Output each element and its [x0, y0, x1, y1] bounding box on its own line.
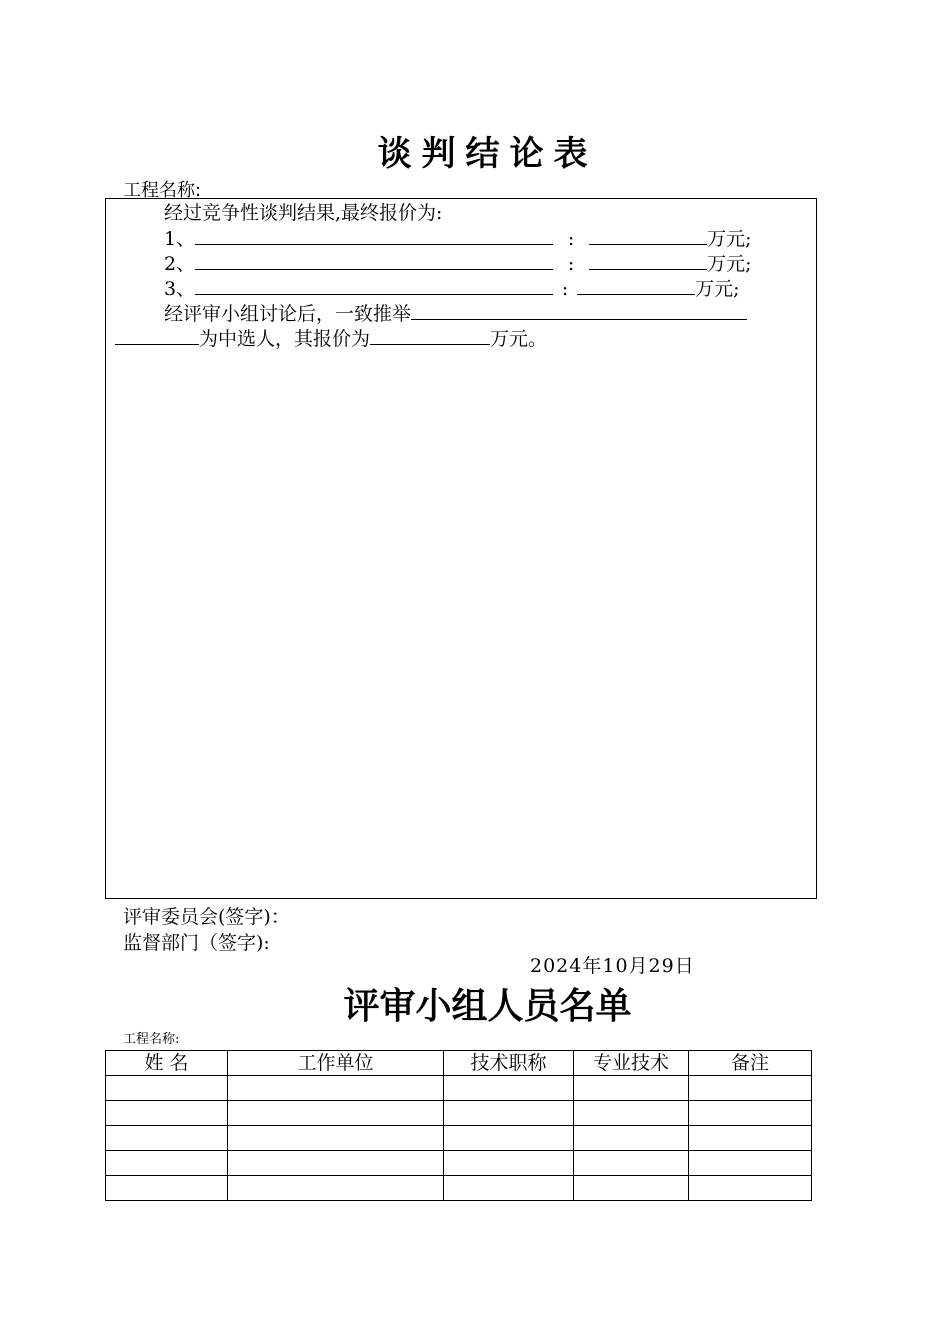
table-cell[interactable] [574, 1101, 689, 1126]
quote-row-index: 1、 [164, 228, 196, 250]
table-cell[interactable] [444, 1101, 574, 1126]
table-cell[interactable] [689, 1101, 812, 1126]
table-cell[interactable] [444, 1076, 574, 1101]
table-cell[interactable] [689, 1176, 812, 1201]
header-title: 技术职称 [444, 1051, 574, 1076]
recommend-text: 经评审小组讨论后，一致推举 [164, 303, 412, 325]
member-list-title: 评审小组人员名单 [343, 985, 632, 1027]
table-row [106, 1151, 812, 1176]
table-cell[interactable] [228, 1126, 444, 1151]
table-cell[interactable] [689, 1076, 812, 1101]
page-title: 谈判结论表 [377, 134, 598, 174]
table-cell[interactable] [106, 1176, 228, 1201]
table-cell[interactable] [574, 1126, 689, 1151]
table-cell[interactable] [106, 1151, 228, 1176]
table-cell[interactable] [574, 1151, 689, 1176]
price-field-1[interactable] [589, 226, 707, 245]
table-cell[interactable] [444, 1126, 574, 1151]
table-cell[interactable] [228, 1101, 444, 1126]
date-text: 2024年10月29日 [530, 955, 695, 977]
table-row [106, 1076, 812, 1101]
bidder-field-1[interactable] [195, 226, 553, 245]
quote-row-unit: 万元; [707, 253, 752, 275]
member-table-header-row [106, 1051, 812, 1076]
table-cell[interactable] [228, 1151, 444, 1176]
bidder-field-3[interactable] [195, 276, 553, 295]
table-cell[interactable] [689, 1151, 812, 1176]
quote-row-index: 2、 [164, 253, 196, 275]
member-table-body [106, 1076, 812, 1201]
quote-row-colon: : [567, 228, 575, 250]
quote-row-colon: : [561, 278, 569, 300]
table-cell[interactable] [106, 1101, 228, 1126]
winner-line [115, 326, 547, 351]
intro-text: 经过竞争性谈判结果,最终报价为: [164, 202, 443, 224]
conclusion-box [105, 198, 817, 899]
table-row [106, 1176, 812, 1201]
project-name-label: 工程名称: [123, 180, 202, 201]
header-remarks: 备注 [689, 1051, 812, 1076]
quote-row-1 [164, 226, 752, 251]
quote-row-unit: 万元; [695, 278, 740, 300]
table-cell[interactable] [106, 1126, 228, 1151]
header-specialty: 专业技术 [574, 1051, 689, 1076]
table-cell[interactable] [574, 1176, 689, 1201]
table-cell[interactable] [689, 1126, 812, 1151]
price-field-3[interactable] [577, 276, 695, 295]
bidder-field-2[interactable] [195, 251, 553, 270]
quote-row-3 [164, 276, 740, 301]
header-work-unit: 工作单位 [228, 1051, 444, 1076]
committee-signature-label: 评审委员会(签字)： [123, 906, 290, 928]
recommended-party-field[interactable] [411, 301, 747, 320]
winner-unit: 万元。 [490, 328, 548, 350]
table-cell[interactable] [444, 1176, 574, 1201]
quote-row-unit: 万元; [707, 228, 752, 250]
quote-row-2 [164, 251, 752, 276]
recommend-line [164, 301, 747, 326]
quote-row-colon: : [567, 253, 575, 275]
member-list-project-label: 工程名称: [123, 1032, 180, 1047]
table-cell[interactable] [228, 1176, 444, 1201]
table-cell[interactable] [574, 1076, 689, 1101]
table-row [106, 1101, 812, 1126]
winner-text: 为中选人，其报价为 [199, 328, 371, 350]
table-cell[interactable] [444, 1151, 574, 1176]
winner-price-field[interactable] [370, 326, 490, 345]
table-cell[interactable] [228, 1076, 444, 1101]
supervision-signature-label: 监督部门（签字): [123, 932, 270, 954]
winner-name-field[interactable] [115, 326, 199, 345]
quote-row-index: 3、 [164, 278, 196, 300]
table-row [106, 1126, 812, 1151]
member-table [105, 1050, 812, 1201]
price-field-2[interactable] [589, 251, 707, 270]
table-cell[interactable] [106, 1076, 228, 1101]
header-name: 姓 名 [106, 1051, 228, 1076]
